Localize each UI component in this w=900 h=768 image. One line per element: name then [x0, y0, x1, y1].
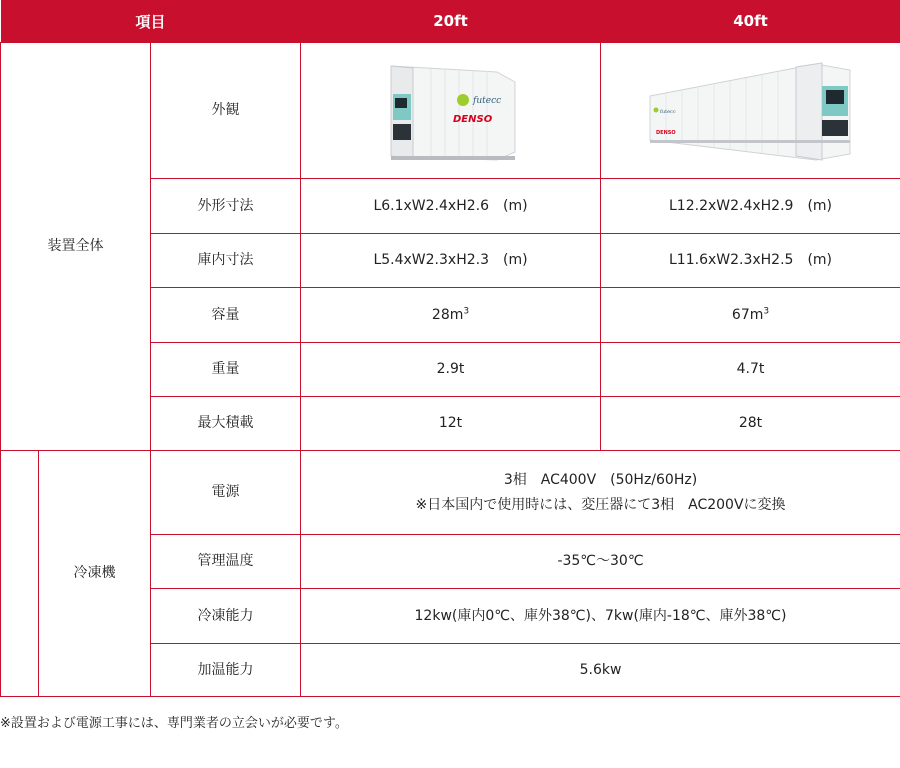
- cell-heating: 5.6kw: [301, 644, 900, 697]
- label-heating: 加温能力: [151, 644, 301, 697]
- label-temp-control: 管理温度: [151, 535, 301, 589]
- label-outer-dims: 外形寸法: [151, 179, 301, 234]
- cell-photo-20ft: [301, 43, 601, 179]
- cell-capacity-40ft: [601, 288, 900, 343]
- cell-maxload-40ft: 28t: [601, 397, 900, 451]
- cell-cooling: 12kw(庫内0℃、庫外38℃)、7kw(庫内-18℃、庫外38℃): [301, 589, 900, 644]
- cell-temp-control: -35℃～30℃: [301, 535, 900, 589]
- header-item: 項目: [1, 0, 301, 43]
- container-20ft-image: [381, 56, 521, 166]
- futecc-logo-text-40: futecc: [659, 108, 676, 115]
- cell-weight-40ft: 4.7t: [601, 343, 900, 397]
- cell-inner-40ft: L11.6xW2.3xH2.5 (m): [601, 234, 900, 288]
- label-inner-dims: 庫内寸法: [151, 234, 301, 288]
- cell-outer-40ft: L12.2xW2.4xH2.9 (m): [601, 179, 900, 234]
- header-row: [1, 0, 900, 43]
- group-indent-spacer: [1, 451, 39, 697]
- denso-logo-text: DENSO: [452, 113, 492, 125]
- cell-capacity-20ft: [301, 288, 601, 343]
- row-power: [1, 451, 900, 535]
- label-power: 電源: [151, 451, 301, 535]
- header-20ft: 20ft: [301, 0, 601, 43]
- capacity-40ft-value: 67m: [731, 306, 764, 323]
- cell-outer-20ft: L6.1xW2.4xH2.6 (m): [301, 179, 601, 234]
- cell-inner-20ft: L5.4xW2.3xH2.3 (m): [301, 234, 601, 288]
- group-refrigerator: 冷凍機: [39, 451, 151, 697]
- footnote: ※設置および電源工事には、専門業者の立会いが必要です。: [0, 716, 348, 731]
- label-appearance: 外観: [151, 43, 301, 179]
- power-line-1: 3相 AC400V (50Hz/60Hz): [503, 472, 698, 489]
- header-40ft: 40ft: [601, 0, 900, 43]
- cell-photo-40ft: [601, 43, 900, 179]
- denso-logo-text-40: DENSO: [655, 129, 676, 136]
- label-cooling: 冷凍能力: [151, 589, 301, 644]
- cell-power: [301, 451, 900, 535]
- cell-weight-20ft: 2.9t: [301, 343, 601, 397]
- cell-maxload-20ft: 12t: [301, 397, 601, 451]
- capacity-20ft-sup: 3: [463, 306, 470, 317]
- capacity-20ft-value: 28m: [431, 306, 464, 323]
- futecc-logo-text: futecc: [472, 95, 501, 106]
- label-capacity: 容量: [151, 288, 301, 343]
- capacity-40ft-sup: 3: [763, 306, 770, 317]
- label-weight: 重量: [151, 343, 301, 397]
- container-40ft-image: [646, 56, 856, 166]
- row-appearance: [1, 43, 900, 179]
- group-whole-unit: 装置全体: [1, 43, 151, 451]
- label-max-load: 最大積載: [151, 397, 301, 451]
- power-line-2: ※日本国内で使用時には、変圧器にて3相 AC200Vに変換: [415, 496, 786, 513]
